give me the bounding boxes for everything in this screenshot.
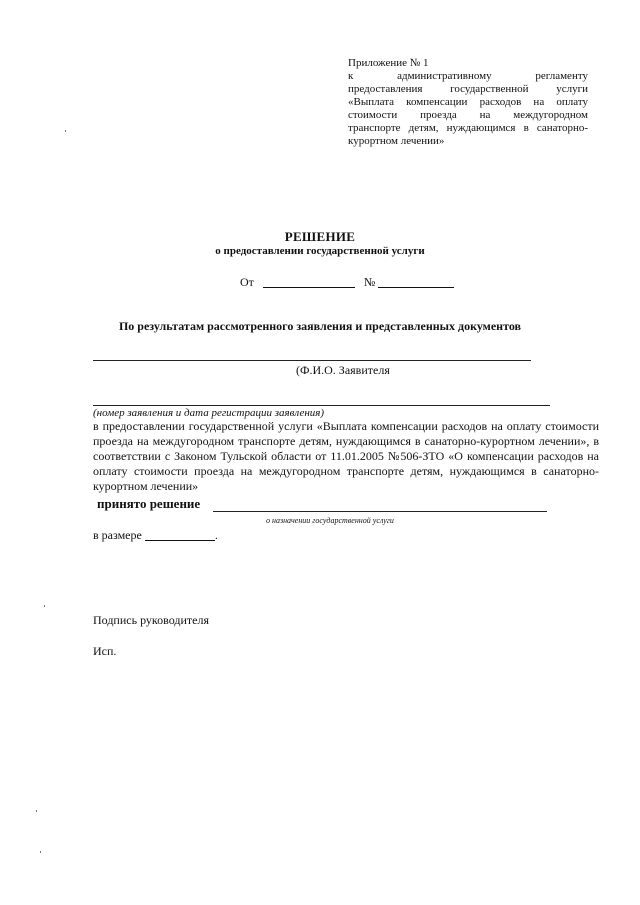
amount-blank <box>145 540 215 541</box>
date-blank <box>263 287 355 288</box>
decision-label: принято решение <box>97 496 201 511</box>
from-label: От <box>240 275 254 289</box>
scan-speck <box>65 130 66 132</box>
executor-label: Исп. <box>93 644 117 658</box>
number-blank <box>378 287 454 288</box>
decision-note: о назначении государственной услуги <box>266 516 394 525</box>
body-paragraph: в предоставлении государственной услуги «Выплата компенсации расходов на оплату стоимости проезда на междугородном транспорте детям, нуждающимся в санаторно-курортном лечении», в соответствии с Законом Тульской области от 11.01.2005 №506-ЗТО «О компенсации расходов на оплату стоимости проезда на междугородном транспорте детям, нуждающимся в санаторно-курортном лечении» <box>93 419 599 493</box>
appendix-line: курортном лечении» <box>348 135 445 147</box>
registration-caption: (номер заявления и дата регистрации заявления) <box>93 407 325 419</box>
decision-line <box>213 511 547 512</box>
signature-label: Подпись руководителя <box>93 613 209 627</box>
applicant-caption: (Ф.И.О. Заявителя <box>296 363 390 377</box>
applicant-name-line <box>93 360 531 361</box>
appendix-line: транспорте детям, нуждающимся в санаторно- <box>348 122 588 134</box>
scan-speck <box>44 605 45 607</box>
date-number-row <box>240 275 454 290</box>
appendix-line: к административному регламенту <box>348 70 588 82</box>
appendix-line: стоимости проезда на междугородном <box>348 109 588 121</box>
amount-label: в размере <box>93 528 142 542</box>
amount-suffix: . <box>214 528 218 542</box>
appendix-block <box>348 57 588 148</box>
number-label: № <box>363 275 376 289</box>
results-heading: По результатам рассмотренного заявления и представленных документов <box>118 319 522 333</box>
scan-speck <box>36 810 37 812</box>
appendix-title: Приложение № 1 <box>348 57 429 69</box>
appendix-line: предоставления государственной услуги <box>348 83 588 95</box>
scan-speck <box>40 851 41 853</box>
appendix-line: «Выплата компенсации расходов на оплату <box>348 96 588 108</box>
registration-line <box>93 405 550 406</box>
document-title: РЕШЕНИЕ <box>284 229 356 244</box>
amount-row <box>93 528 218 543</box>
document-subtitle: о предоставлении государственной услуги <box>215 245 425 257</box>
